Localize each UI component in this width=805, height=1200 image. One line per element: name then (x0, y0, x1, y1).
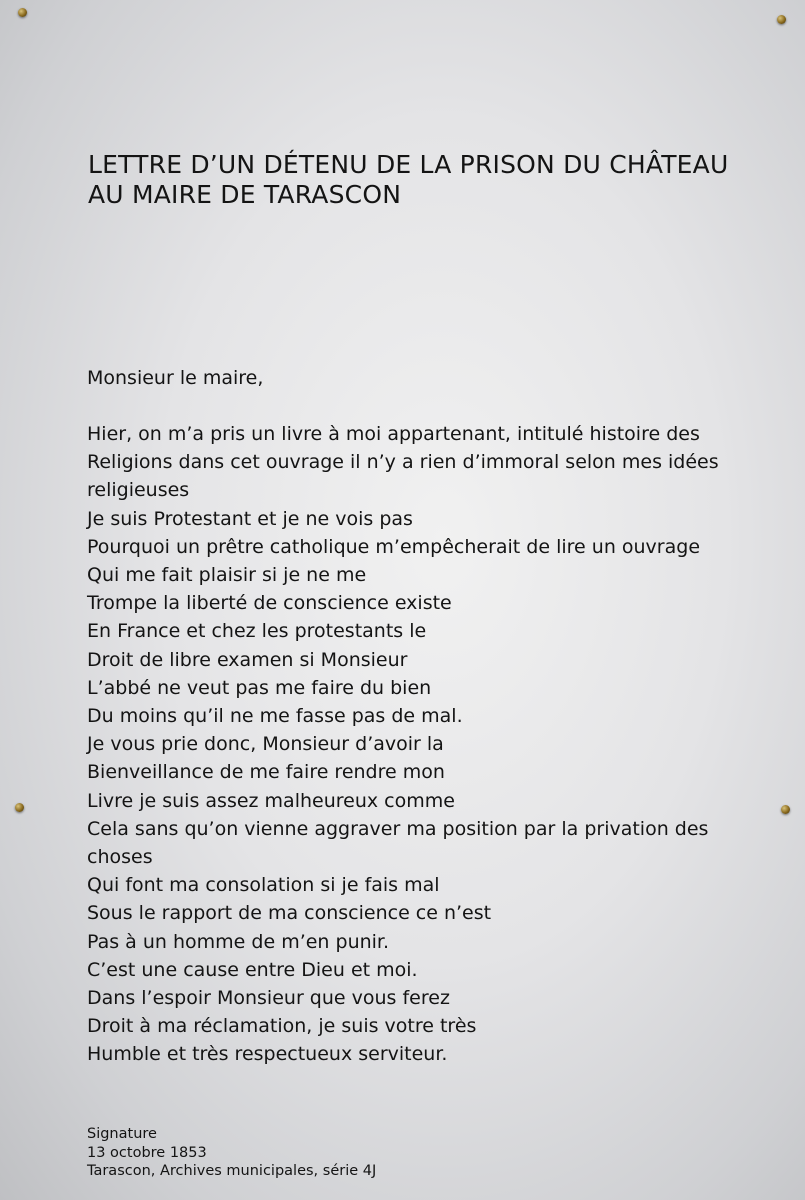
mounting-pin-top-right (777, 15, 786, 24)
letter-line: Droit de libre examen si Monsieur (87, 648, 408, 671)
letter-line: Du moins qu’il ne me fasse pas de mal. (87, 705, 463, 728)
mounting-pin-middle-left (15, 803, 24, 812)
caption-signature: Signature (87, 1126, 157, 1142)
letter-line: Hier, on m’a pris un livre à moi appartenant, intitulé histoire des (87, 423, 700, 445)
panel-title-line-1: LETTRE D’UN DÉTENU DE LA PRISON DU CHÂTEAU (88, 150, 729, 179)
panel-title (88, 150, 778, 210)
panel-title-line-2: AU MAIRE DE TARASCON (88, 180, 402, 209)
mounting-pin-middle-right (781, 805, 790, 814)
letter-salutation: Monsieur le maire, (87, 367, 264, 389)
letter-line: Sous le rapport de ma conscience ce n’est (87, 902, 492, 925)
letter-line: Qui me fait plaisir si je ne me (87, 564, 367, 587)
letter-line: En France et chez les protestants le (87, 620, 427, 643)
letter-line: Pas à un homme de m’en punir. (87, 930, 390, 953)
letter-line: L’abbé ne veut pas me faire du bien (87, 676, 432, 699)
letter-text (87, 364, 777, 1069)
letter-line: Bienveillance de me faire rendre mon (87, 761, 445, 784)
letter-line: C’est une cause entre Dieu et moi. (87, 958, 418, 981)
letter-line: Religions dans cet ouvrage il n’y a rien d’immoral selon mes idées (87, 451, 719, 474)
caption-footer (87, 1125, 376, 1181)
letter-line: Droit à ma réclamation, je suis votre très (87, 1015, 477, 1038)
letter-line: Trompe la liberté de conscience existe (87, 592, 452, 615)
letter-line: Dans l’espoir Monsieur que vous ferez (87, 987, 450, 1010)
letter-line: Je suis Protestant et je ne vois pas (87, 507, 413, 530)
letter-body (87, 420, 777, 1069)
caption-date: 13 octobre 1853 (87, 1144, 207, 1161)
letter-line: Je vous prie donc, Monsieur d’avoir la (87, 733, 444, 756)
mounting-pin-top-left (18, 8, 27, 17)
letter-line: Cela sans qu’on vienne aggraver ma position par la privation des (87, 817, 709, 840)
letter-line: Humble et très respectueux serviteur. (87, 1043, 448, 1066)
letter-line: choses (87, 846, 153, 869)
letter-line: religieuses (87, 479, 190, 502)
letter-line: Livre je suis assez malheureux comme (87, 789, 455, 812)
letter-line: Pourquoi un prêtre catholique m’empêcherait de lire un ouvrage (87, 535, 701, 558)
letter-line: Qui font ma consolation si je fais mal (87, 874, 440, 897)
caption-source: Tarascon, Archives municipales, série 4J (87, 1163, 377, 1179)
